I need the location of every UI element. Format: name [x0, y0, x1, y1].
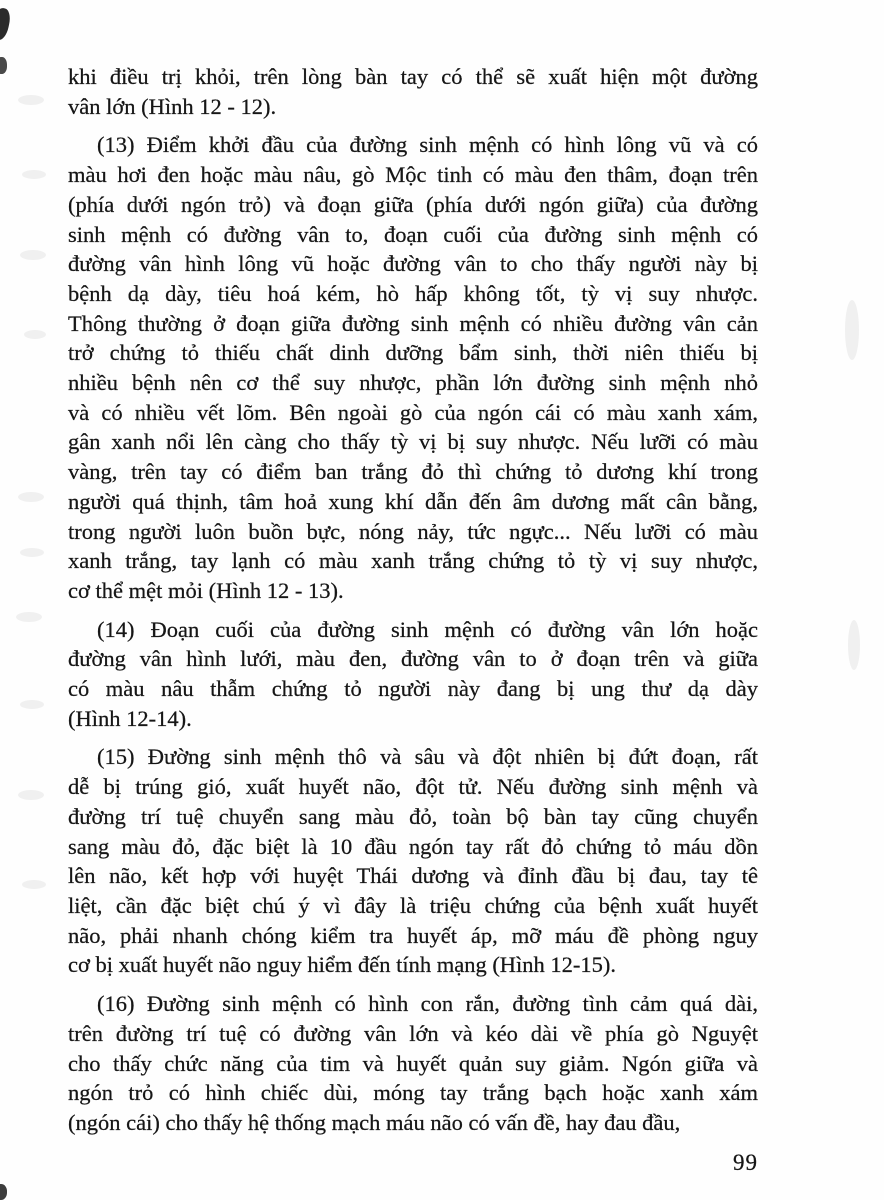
text-line: đường trí tuệ chuyển sang màu đỏ, toàn bộ bàn tay cũng chuyển — [68, 803, 758, 829]
text-line: cho thấy chức năng của tim và huyết quản suy giảm. Ngón giữa và — [68, 1050, 758, 1076]
page-text — [68, 62, 758, 1138]
text-line: trên đường trí tuệ có đường vân lớn và kéo dài về phía gò Nguyệt — [68, 1020, 758, 1046]
text-line: cơ bị xuất huyết não nguy hiểm đến tính mạng (Hình 12-15). — [68, 952, 617, 978]
text-line: đường vân hình lưới, màu đen, đường vân to ở đoạn trên và giữa — [68, 646, 758, 672]
text-line: (phía dưới ngón trỏ) và đoạn giữa (phía dưới ngón giữa) của đường — [68, 191, 758, 217]
text-line: đường vân hình lông vũ hoặc đường vân to cho thấy người này bị — [68, 251, 758, 277]
scan-smudge — [20, 700, 44, 709]
scan-smudge — [22, 170, 46, 179]
text-line: nhiều bệnh nên cơ thể suy nhược, phần lớn đường sinh mệnh nhỏ — [68, 370, 758, 396]
paragraph-14 — [68, 615, 758, 734]
text-line: vàng, trên tay có điểm ban trắng đỏ thì chứng tỏ dương khí trong — [68, 459, 758, 485]
scan-artifact — [0, 1184, 7, 1200]
text-line: lên não, kết hợp với huyệt Thái dương và đỉnh đầu bị đau, tay tê — [68, 863, 758, 889]
text-line: bệnh dạ dày, tiêu hoá kém, hò hấp không tốt, tỳ vị suy nhược. — [68, 280, 758, 306]
scan-smudge — [20, 548, 44, 557]
text-line: có màu nâu thẫm chứng tỏ người này đang bị ung thư dạ dày — [68, 676, 758, 702]
paragraph-13 — [68, 130, 758, 605]
scan-smudge — [18, 790, 44, 800]
text-line: và có nhiều vết lõm. Bên ngoài gò của ngón cái có màu xanh xám, — [68, 399, 758, 425]
text-line: (ngón cái) cho thấy hệ thống mạch máu não có vấn đề, hay đau đầu, — [68, 1109, 681, 1135]
scan-smudge — [22, 880, 46, 889]
text-line: (13) Điểm khởi đầu của đường sinh mệnh có hình lông vũ và có — [97, 132, 758, 158]
paragraph-continuation — [68, 62, 758, 121]
text-line: sang màu đỏ, đặc biệt là 10 đầu ngón tay rất đỏ chứng tỏ máu dồn — [68, 833, 758, 859]
text-line: sinh mệnh có đường vân to, đoạn cuối của đường sinh mệnh có — [68, 221, 758, 247]
scan-artifact — [0, 57, 7, 74]
text-line: (16) Đường sinh mệnh có hình con rắn, đường tình cảm quá dài, — [97, 991, 758, 1017]
text-line: vân lớn (Hình 12 - 12). — [68, 93, 277, 119]
text-line: dễ bị trúng gió, xuất huyết não, đột tử. Nếu đường sinh mệnh và — [68, 774, 758, 800]
paragraph-16 — [68, 989, 758, 1138]
text-line: não, phải nhanh chóng kiểm tra huyết áp, mỡ máu đề phòng nguy — [68, 922, 758, 948]
text-line: cơ thể mệt mỏi (Hình 12 - 13). — [68, 577, 344, 603]
scan-smudge — [24, 330, 46, 339]
scan-smudge — [20, 250, 46, 260]
text-line: xanh trắng, tay lạnh có màu xanh trắng chứng tỏ tỳ vị suy nhược, — [68, 548, 758, 574]
scan-smudge — [18, 95, 44, 105]
scan-smudge — [848, 620, 860, 670]
scan-artifact — [0, 7, 12, 42]
text-line: trong người luôn buồn bực, nóng nảy, tức ngực... Nếu lưỡi có màu — [68, 518, 758, 544]
text-line: gân xanh nổi lên càng cho thấy tỳ vị bị suy nhược. Nếu lưỡi có màu — [68, 429, 758, 455]
text-line: (14) Đoạn cuối của đường sinh mệnh có đường vân lớn hoặc — [97, 616, 758, 642]
scan-smudge — [16, 612, 42, 622]
text-line: liệt, cần đặc biệt chú ý vì đây là triệu chứng của bệnh xuất huyết — [68, 892, 758, 918]
text-line: (Hình 12-14). — [68, 705, 192, 731]
text-line: màu hơi đen hoặc màu nâu, gò Mộc tinh có màu đen thâm, đoạn trên — [68, 162, 758, 188]
text-line: trở chứng tỏ thiếu chất dinh dưỡng bẩm sinh, thời niên thiếu bị — [68, 340, 758, 366]
paragraph-15 — [68, 742, 758, 980]
text-line: khi điều trị khỏi, trên lòng bàn tay có thể sẽ xuất hiện một đường — [68, 64, 758, 89]
scan-smudge — [845, 300, 859, 360]
text-line: ngón trỏ có hình chiếc dùi, móng tay trắng bạch hoặc xanh xám — [68, 1080, 758, 1106]
scan-smudge — [18, 492, 44, 502]
text-line: (15) Đường sinh mệnh thô và sâu và đột nhiên bị đứt đoạn, rất — [97, 744, 758, 770]
page-number: 99 — [733, 1150, 758, 1175]
text-line: Thông thường ở đoạn giữa đường sinh mệnh có nhiều đường vân cản — [68, 310, 758, 336]
text-line: người quá thịnh, tâm hoả xung khí dẫn đến âm dương mất cân bằng, — [68, 488, 758, 514]
